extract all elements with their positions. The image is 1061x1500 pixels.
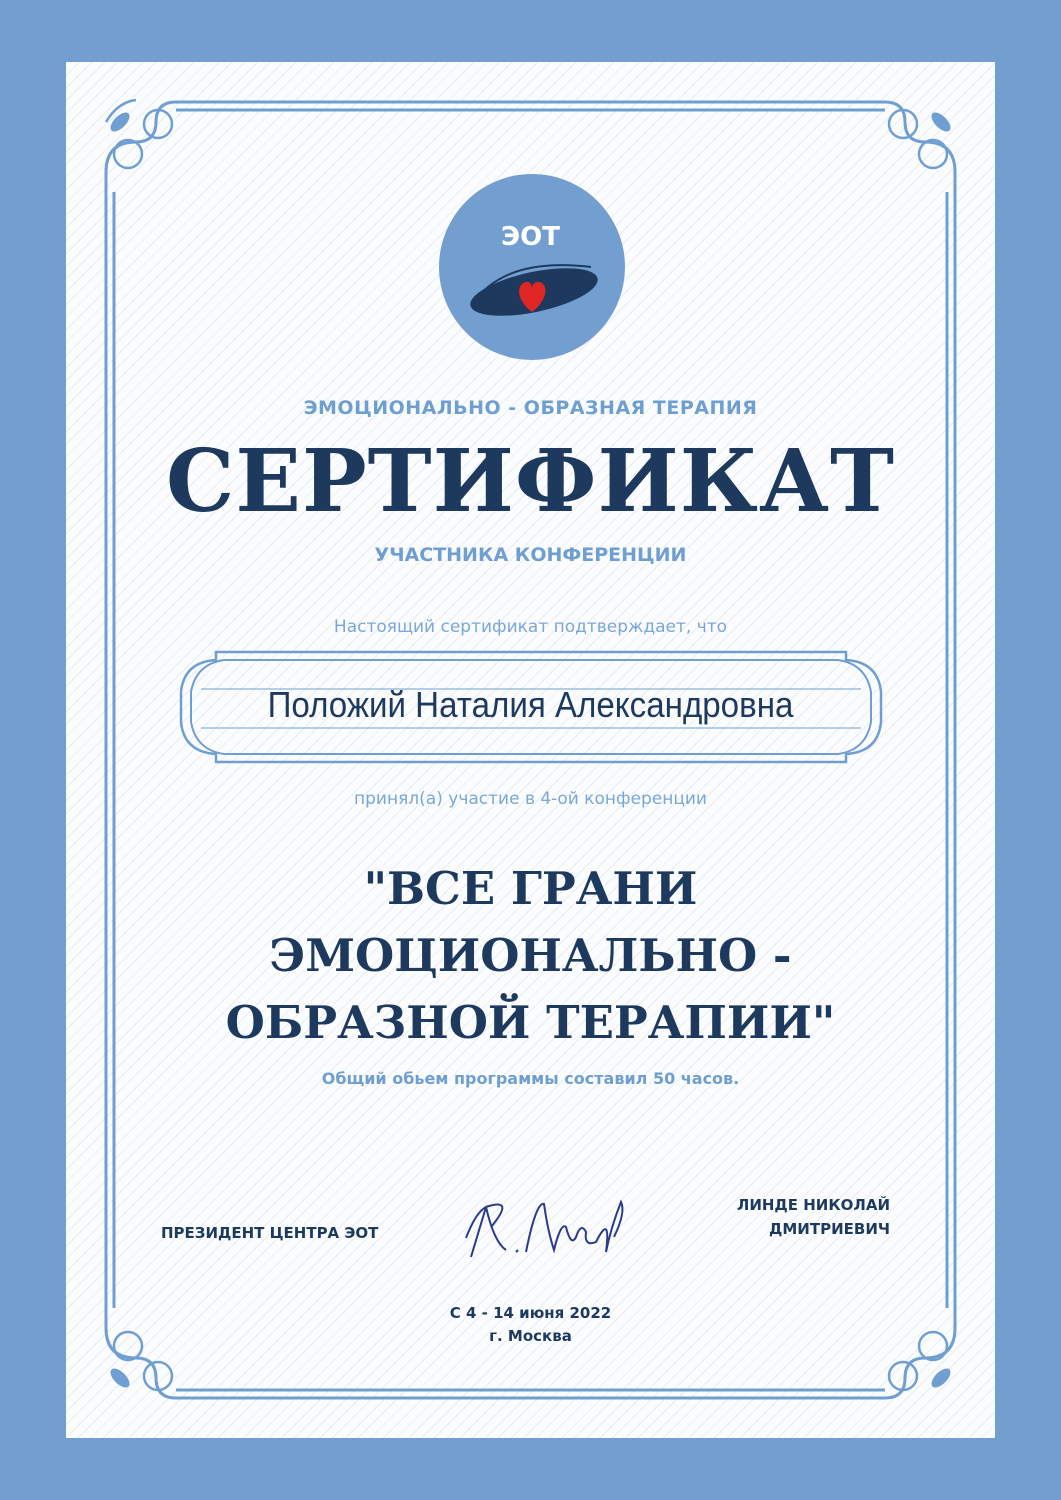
conference-title	[66, 855, 995, 1056]
logo-text: ЭОТ	[501, 222, 560, 252]
signature-image	[466, 1202, 622, 1257]
certificate-title: СЕРТИФИКАТ	[165, 431, 896, 532]
conference-title-line: "ВСЕ ГРАНИ	[363, 862, 698, 915]
participation-text: принял(а) участие в 4-ой конференции	[354, 789, 707, 809]
recipient-name: Положий Наталия Александровна	[267, 684, 794, 725]
certificate-paper	[66, 62, 995, 1438]
signer-name-line: ЛИНДЕ НИКОЛАЙ	[736, 1196, 890, 1214]
top-subtitle: ЭМОЦИОНАЛЬНО - ОБРАЗНАЯ ТЕРАПИЯ	[303, 397, 758, 419]
logo	[439, 174, 625, 360]
program-volume: Общий обьем программы составил 50 часов.	[321, 1069, 740, 1088]
date-line: С 4 - 14 июня 2022	[449, 1304, 612, 1322]
conference-title-line: ОБРАЗНОЙ ТЕРАПИИ"	[225, 996, 836, 1049]
signer-name	[716, 1193, 890, 1241]
corner-ornament-top-left	[106, 100, 172, 168]
conference-title-line: ЭМОЦИОНАЛЬНО -	[269, 929, 792, 982]
confirm-text: Настоящий сертификат подтверждает, что	[333, 617, 728, 637]
place-line: г. Москва	[489, 1327, 572, 1345]
bottom-subtitle: УЧАСТНИКА КОНФЕРЕНЦИИ	[374, 544, 687, 566]
signer-name-line: ДМИТРИЕВИЧ	[769, 1220, 890, 1238]
date-place	[66, 1302, 995, 1348]
signer-position: ПРЕЗИДЕНТ ЦЕНТРА ЭОТ	[161, 1224, 379, 1242]
